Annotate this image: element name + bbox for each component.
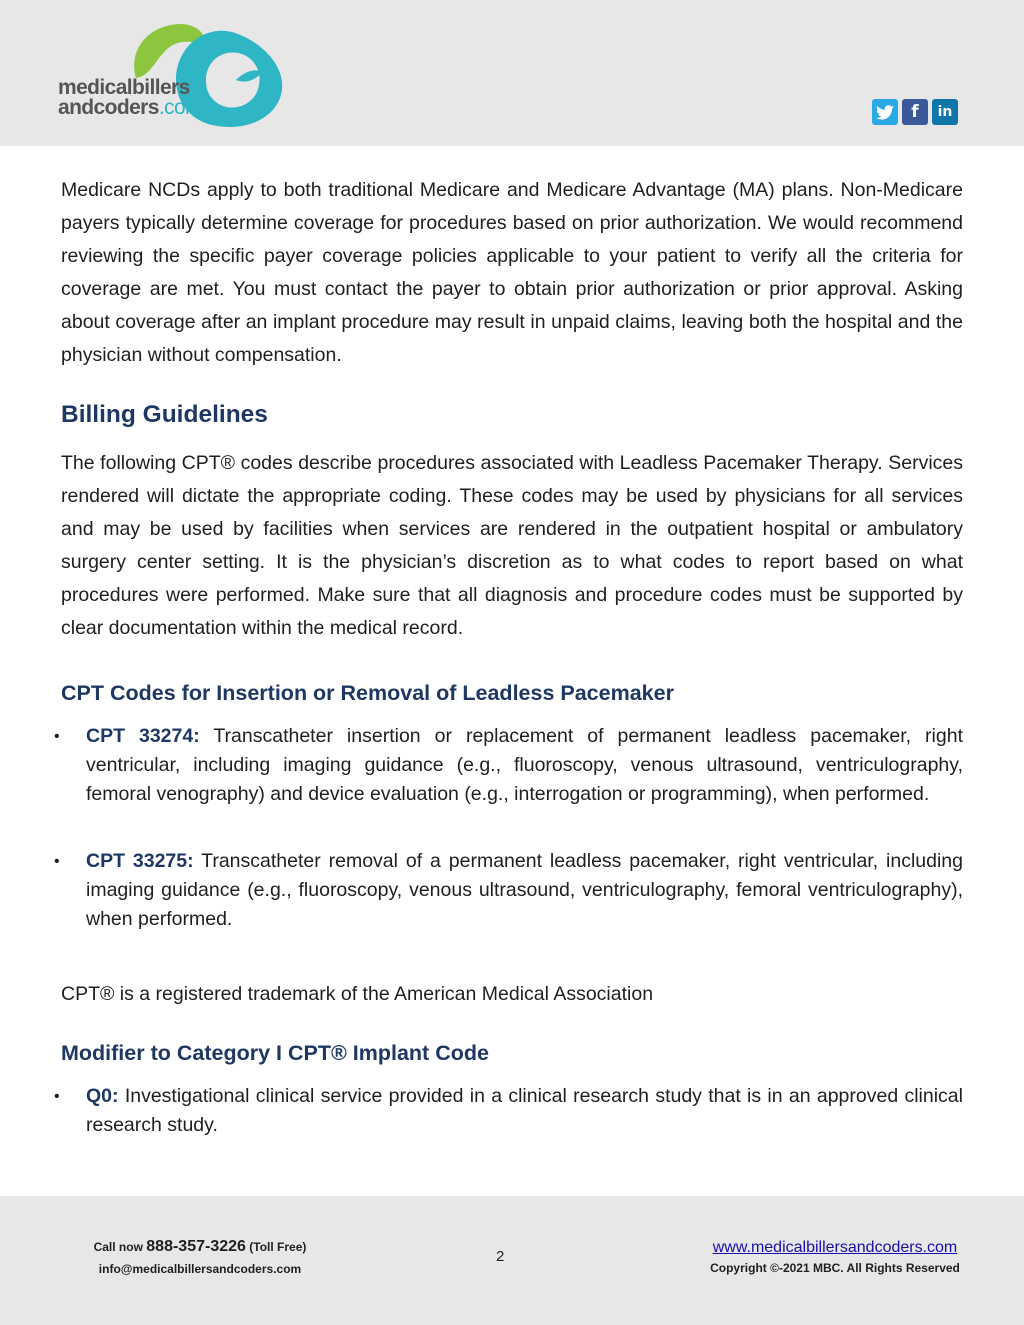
linkedin-icon[interactable]: in <box>932 99 958 125</box>
modifier-heading: Modifier to Category I CPT® Implant Code <box>61 1041 489 1065</box>
facebook-icon[interactable]: f <box>902 99 928 125</box>
twitter-bird-glyph <box>876 105 894 120</box>
intro-paragraph: Medicare NCDs apply to both traditional Medicare and Medicare Advantage (MA) plans. Non-Medicare payers typically determine coverage for procedures based on prior authorization. We would recommend reviewing the specific payer coverage policies applicable to your patient to verify all the criteria for coverage are met. You must contact the payer to obtain prior authorization or prior approval. Asking about coverage after an implant procedure may result in unpaid claims, leaving both the hospital and the physician without compensation. <box>61 179 963 366</box>
social-links <box>872 99 958 125</box>
logo-line-1: medicalbillers <box>58 76 190 99</box>
logo-line-2-name: andcoders <box>58 96 159 119</box>
call-line <box>80 1236 320 1258</box>
contact-info <box>80 1236 320 1280</box>
billing-paragraph: The following CPT® codes describe procedures associated with Leadless Pacemaker Therapy. Services rendered will dictate the appropriate coding. These codes may be used by physicians for all services and may be used by facilities when services are rendered in the outpatient hospital or ambulatory surgery center setting. It is the physician’s discretion as to what codes to report based on what procedures were performed. Make sure that all diagnosis and procedure codes must be supported by clear documentation within the medical record. <box>61 452 963 639</box>
company-logo[interactable] <box>58 20 290 132</box>
page-footer <box>0 1196 1024 1325</box>
email-address[interactable]: info@medicalbillersandcoders.com <box>98 1262 302 1276</box>
bullet-marker: • <box>54 853 60 870</box>
list-item <box>54 722 963 809</box>
site-info <box>690 1237 980 1279</box>
page-header <box>0 0 1024 146</box>
bullet-marker: • <box>54 728 60 745</box>
logo-line-2 <box>58 98 202 118</box>
modifier-code: Q0: <box>86 1085 119 1107</box>
page-number: 2 <box>496 1248 505 1265</box>
cpt-description: Transcatheter insertion or replacement of permanent leadless pacemaker, right ventricular, including imaging guidance (e.g., fluoroscopy, venous ultrasound, ventriculography, femoral venography) and device evaluation (e.g., interrogation or programming), when performed. <box>86 725 963 805</box>
cpt-description: Transcatheter removal of a permanent leadless pacemaker, right ventricular, including imaging guidance (e.g., fluoroscopy, venous ultrasound, ventriculography, femoral ventriculography), when performed. <box>86 850 963 930</box>
list-item <box>54 847 963 934</box>
phone-number[interactable]: 888-357-3226 <box>146 1238 246 1255</box>
billing-guidelines-heading: Billing Guidelines <box>61 401 268 428</box>
trademark-note: CPT® is a registered trademark of the American Medical Association <box>61 983 654 1005</box>
call-now-label: Call now <box>93 1240 143 1254</box>
twitter-icon[interactable] <box>872 99 898 125</box>
list-item <box>54 1082 963 1140</box>
logo-wordmark <box>58 78 202 118</box>
logo-line-2-tld: .com <box>158 96 202 119</box>
website-link[interactable]: www.medicalbillersandcoders.com <box>712 1239 958 1256</box>
copyright-notice: Copyright ©-2021 MBC. All Rights Reserved <box>710 1261 960 1275</box>
modifier-description: Investigational clinical service provided in a clinical research study that is in an approved clinical research study. <box>86 1085 963 1136</box>
cpt-codes-heading: CPT Codes for Insertion or Removal of Leadless Pacemaker <box>61 681 674 705</box>
cpt-code: CPT 33275: <box>86 850 194 872</box>
main-content <box>54 174 963 1140</box>
cpt-code: CPT 33274: <box>86 725 200 747</box>
toll-free-label: (Toll Free) <box>249 1240 307 1254</box>
bullet-marker: • <box>54 1088 60 1105</box>
